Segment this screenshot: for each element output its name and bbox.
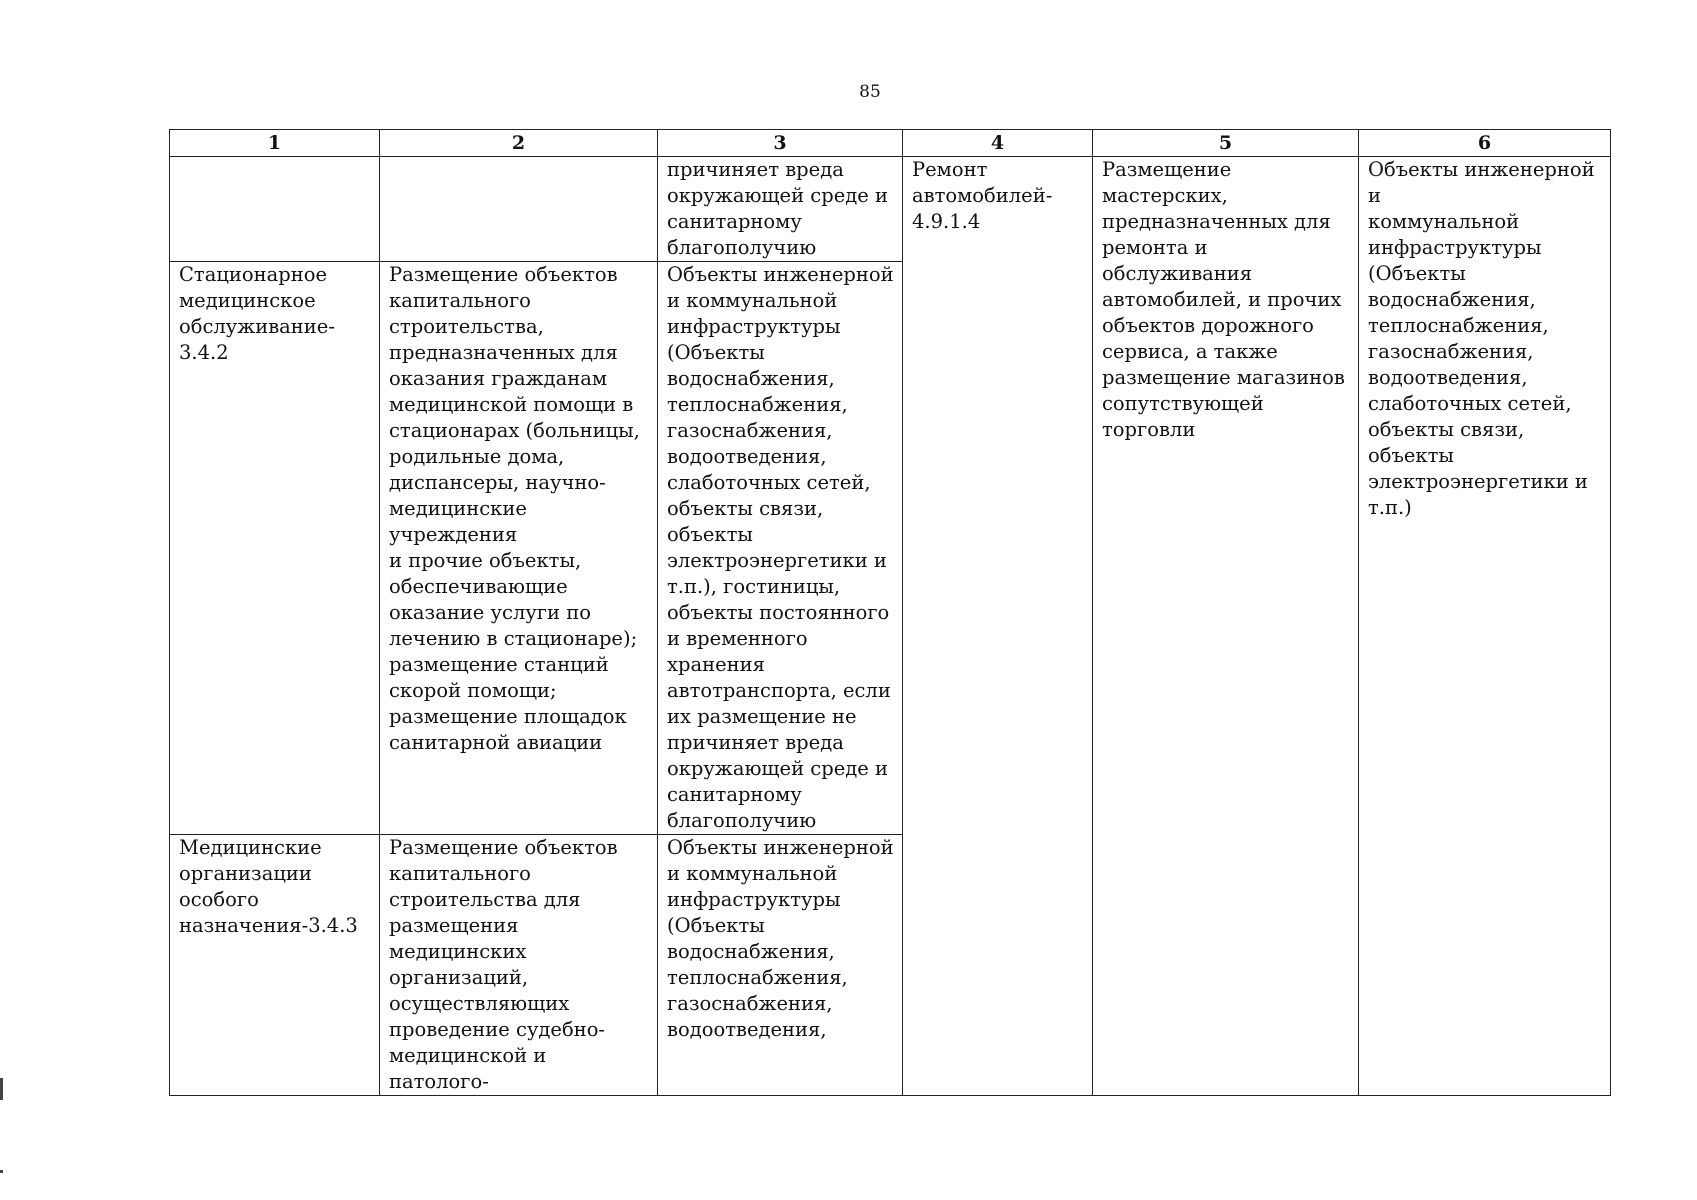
row2-auxiliary-uses — [658, 262, 903, 835]
row3-use-description — [380, 835, 658, 1096]
conditional-auxiliary-uses — [1359, 157, 1611, 1096]
cell-text: Стационарное медицинское обслуживание- 3.4.2 — [179, 263, 335, 364]
row1-use-name — [170, 157, 380, 262]
cell-text: Медицинские организации особого назначения-3.4.3 — [179, 836, 358, 937]
scan-edge-mark — [0, 1170, 3, 1173]
column-header-2: 2 — [380, 130, 658, 157]
cell-text: Объекты инженерной и коммунальной инфраструктуры (Объекты водоснабжения, теплоснабжения, газоснабжения, водоотведения, слаботочных сетей, объекты связи, объекты электроэнергетики и т.п.) — [1368, 158, 1595, 519]
regulations-table — [169, 129, 1611, 1096]
cell-text: причиняет вреда окружающей среде и санитарному благополучию — [667, 158, 888, 259]
row2-use-name — [170, 262, 380, 835]
column-header-3: 3 — [658, 130, 903, 157]
page-number: 85 — [859, 82, 881, 102]
conditional-use-name — [903, 157, 1093, 1096]
column-header-1: 1 — [170, 130, 380, 157]
row1-auxiliary-uses — [658, 157, 903, 262]
table-header-row — [170, 130, 1611, 157]
cell-text: Объекты инженерной и коммунальной инфраструктуры (Объекты водоснабжения, теплоснабжения, газоснабжения, водоотведения, — [667, 836, 894, 1041]
column-header-5: 5 — [1093, 130, 1359, 157]
cell-text: Ремонт автомобилей- 4.9.1.4 — [912, 158, 1053, 233]
cell-text: Размещение объектов капитального строительства, предназначенных для оказания гражданам медицинской помощи в стационарах (больницы, родильные дома, диспансеры, научно- медицинские учреждения и прочие объекты, обеспечивающие оказание услуги по лечению в стационаре); размещение станций скорой помощи; размещение площадок санитарной авиации — [389, 263, 640, 754]
scan-edge-mark — [0, 1078, 3, 1100]
table-row — [170, 157, 1611, 262]
row2-use-description — [380, 262, 658, 835]
cell-text: Размещение мастерских, предназначенных для ремонта и обслуживания автомобилей, и прочих объектов дорожного сервиса, а также размещение магазинов сопутствующей торговли — [1102, 158, 1345, 441]
row3-use-name — [170, 835, 380, 1096]
conditional-use-description — [1093, 157, 1359, 1096]
column-header-6: 6 — [1359, 130, 1611, 157]
row1-use-description — [380, 157, 658, 262]
row3-auxiliary-uses — [658, 835, 903, 1096]
cell-text: Размещение объектов капитального строительства для размещения медицинских организаций, осуществляющих проведение судебно- медицинской и патолого- — [389, 836, 618, 1093]
cell-text: Объекты инженерной и коммунальной инфраструктуры (Объекты водоснабжения, теплоснабжения, газоснабжения, водоотведения, слаботочных сетей, объекты связи, объекты электроэнергетики и т.п.), гостиницы, объекты постоянного и временного хранения автотранспорта, если их размещение не причиняет вреда окружающей среде и санитарному благополучию — [667, 263, 894, 832]
column-header-4: 4 — [903, 130, 1093, 157]
